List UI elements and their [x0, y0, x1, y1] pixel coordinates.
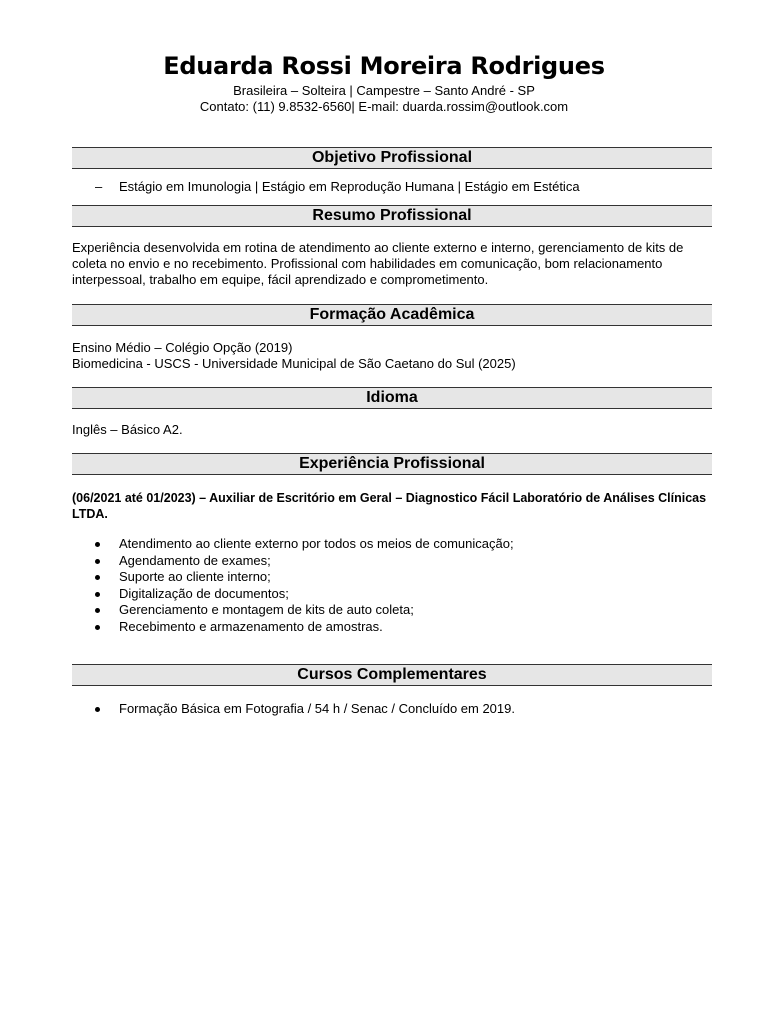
list-item: Recebimento e armazenamento de amostras. — [95, 619, 514, 636]
bullet-icon — [95, 559, 100, 564]
experience-list — [95, 536, 514, 636]
candidate-name: Eduarda Rossi Moreira Rodrigues — [163, 52, 605, 80]
courses-list — [95, 701, 515, 718]
list-item: Agendamento de exames; — [95, 553, 514, 570]
section-title-experience: Experiência Profissional — [72, 453, 712, 475]
bullet-icon — [95, 608, 100, 613]
list-item: Atendimento ao cliente externo por todos os meios de comunicação; — [95, 536, 514, 553]
education-item: Ensino Médio – Colégio Opção (2019) — [72, 340, 293, 355]
section-title-language: Idioma — [72, 387, 712, 409]
section-title-summary: Resumo Profissional — [72, 205, 712, 227]
contact-info: Contato: (11) 9.8532-6560| E-mail: duarda.rossim@outlook.com — [199, 99, 569, 114]
list-item: Gerenciamento e montagem de kits de auto coleta; — [95, 602, 514, 619]
bullet-icon — [95, 707, 100, 712]
bullet-icon — [95, 575, 100, 580]
section-title-education: Formação Acadêmica — [72, 304, 712, 326]
job-title: (06/2021 até 01/2023) – Auxiliar de Escritório em Geral – Diagnostico Fácil Laboratório de Análises Clínicas LTDA. — [72, 491, 707, 521]
education-item: Biomedicina - USCS - Universidade Municipal de São Caetano do Sul (2025) — [72, 356, 516, 371]
dash-marker: – — [95, 179, 103, 194]
section-title-objective: Objetivo Profissional — [72, 147, 712, 169]
section-title-courses: Cursos Complementares — [72, 664, 712, 686]
list-item: Formação Básica em Fotografia / 54 h / Senac / Concluído em 2019. — [95, 701, 515, 718]
summary-text: Experiência desenvolvida em rotina de atendimento ao cliente externo e interno, gerenciamento de kits de coleta no envio e no recebimento. Profissional com habilidades em comunicação, bom relacionamento interpessoal, trabalho em equipe, fácil aprendizado e comprometimento. — [72, 240, 684, 287]
bullet-icon — [95, 592, 100, 597]
bullet-icon — [95, 542, 100, 547]
objective-item — [95, 179, 580, 194]
language-text: Inglês – Básico A2. — [72, 422, 183, 437]
objective-text: Estágio em Imunologia | Estágio em Reprodução Humana | Estágio em Estética — [119, 179, 580, 194]
bullet-icon — [95, 625, 100, 630]
list-item: Digitalização de documentos; — [95, 586, 514, 603]
personal-info: Brasileira – Solteira | Campestre – Santo André - SP — [233, 83, 535, 98]
list-item: Suporte ao cliente interno; — [95, 569, 514, 586]
